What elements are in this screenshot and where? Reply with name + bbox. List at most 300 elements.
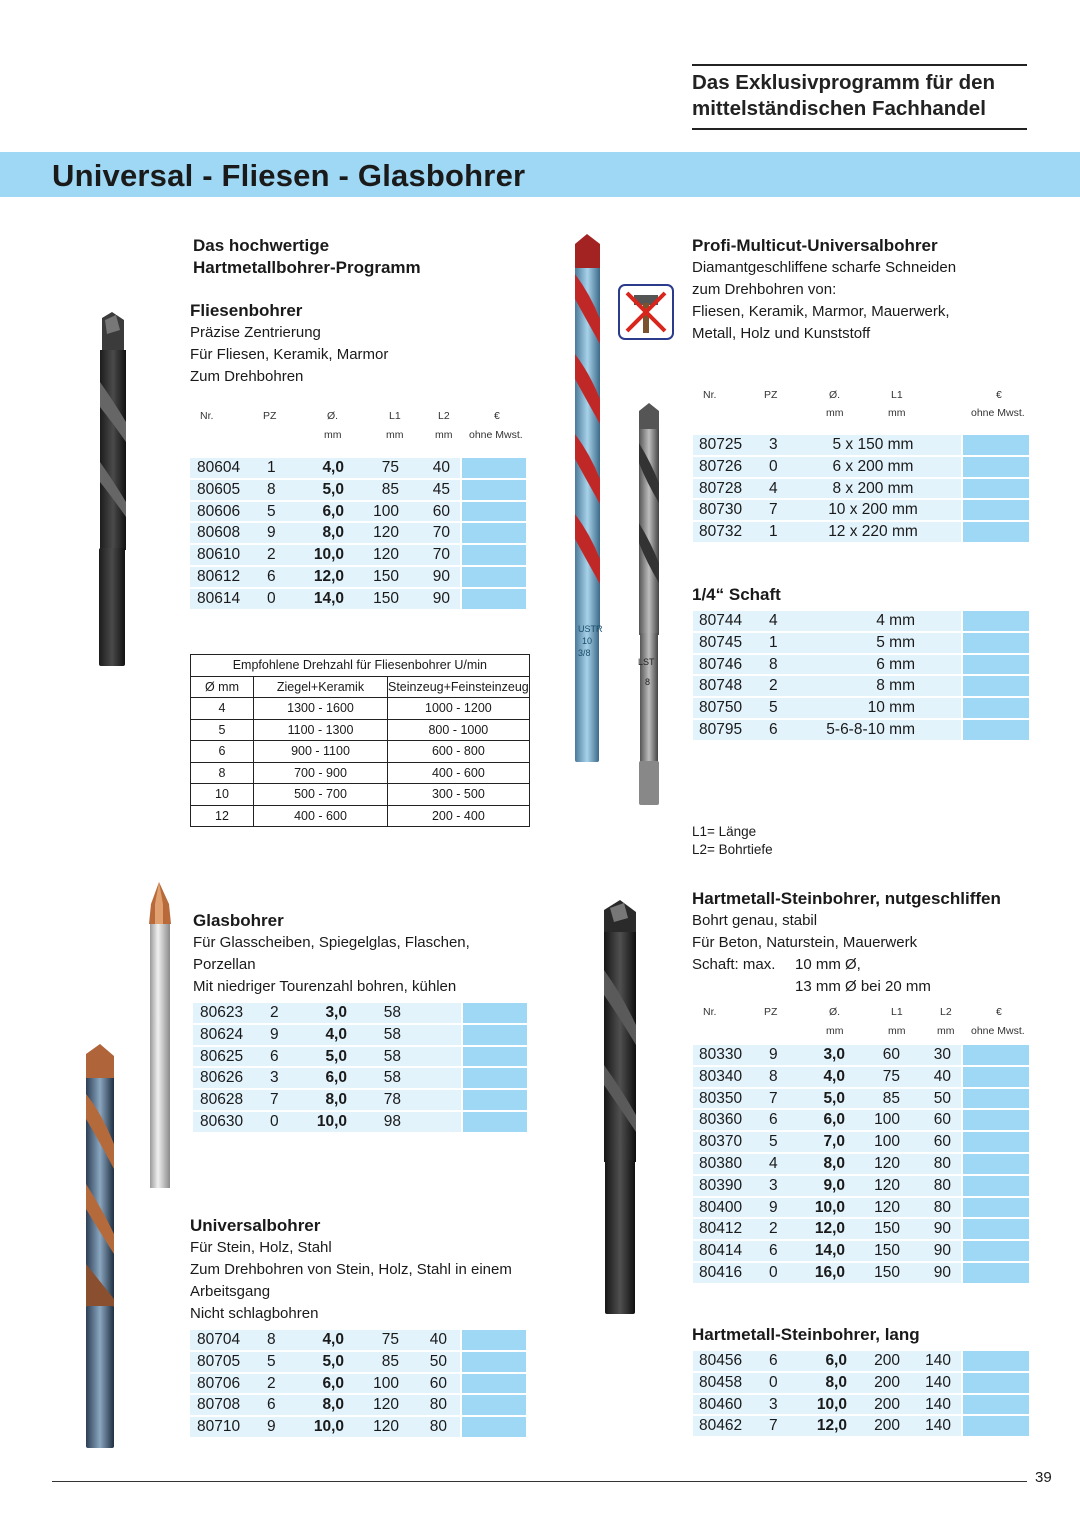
table-cell: 8 mm: [876, 677, 915, 695]
price-cell: [963, 1373, 1029, 1393]
table-cell: 80605: [197, 480, 241, 498]
schaft-title: 1/4“ Schaft: [692, 585, 781, 604]
table-cell: 100: [874, 1133, 900, 1151]
rpm-row: [191, 741, 530, 763]
table-row: [190, 479, 526, 501]
glass-drill-image: [145, 882, 175, 1195]
table-cell: 10,0: [313, 1418, 344, 1436]
price-cell: [463, 1068, 527, 1088]
price-cell: [462, 458, 526, 478]
table-cell: 80624: [200, 1025, 244, 1043]
price-cell: [963, 1198, 1029, 1218]
profi-desc: [692, 257, 956, 345]
price-cell: [963, 1067, 1029, 1087]
rpm-cell: 600 - 800: [388, 741, 530, 763]
stein-title: Hartmetall-Steinbohrer, nutgeschliffen: [692, 889, 1001, 908]
table-cell: 200: [874, 1352, 900, 1369]
table-cell: 80462: [699, 1417, 743, 1435]
table-cell: 1: [769, 523, 778, 541]
table-row: [693, 1066, 1029, 1088]
table-cell: 80460: [699, 1395, 743, 1413]
table-cell: 5: [267, 502, 276, 520]
table-cell: 200: [874, 1395, 900, 1413]
col-header-nr: Nr.: [200, 410, 214, 422]
glas-desc-line: Für Glasscheiben, Spiegelglas, Flaschen,: [193, 934, 470, 951]
table-cell: 80606: [197, 502, 241, 520]
table-cell: 9: [267, 1418, 276, 1436]
table-cell: 8: [267, 480, 276, 498]
page-number: 39: [1035, 1469, 1052, 1486]
table-cell: 4: [769, 612, 778, 629]
rpm-cell: 4: [191, 698, 254, 720]
table-cell: 150: [874, 1242, 900, 1260]
fliesen-desc: [190, 322, 388, 388]
table-cell: 150: [874, 1263, 900, 1281]
table-cell: 8: [267, 1331, 276, 1348]
intro-line1: Das hochwertige: [193, 236, 330, 255]
col-header-pz: PZ: [263, 410, 277, 422]
table-cell: 8,0: [825, 1373, 847, 1391]
table-row: [693, 1415, 1029, 1437]
table-row: [693, 1109, 1029, 1131]
table-cell: 80748: [699, 677, 743, 695]
table-cell: 100: [373, 502, 399, 520]
table-cell: 150: [373, 589, 399, 607]
table-cell: 80626: [200, 1069, 244, 1087]
table-cell: 80730: [699, 501, 743, 519]
stein-table: [693, 1044, 1029, 1284]
table-row: [193, 1024, 527, 1046]
table-cell: 40: [432, 459, 450, 476]
universal-desc-line: Zum Drehbohren von Stein, Holz, Stahl in einem: [190, 1261, 512, 1278]
col-header-unit: mm: [826, 407, 844, 419]
table-cell: 80704: [197, 1331, 241, 1348]
table-row: [190, 1351, 526, 1373]
price-cell: [463, 1090, 527, 1110]
table-cell: 60: [933, 1133, 951, 1151]
multicut-drill-image: [570, 234, 604, 769]
table-cell: 78: [383, 1091, 401, 1109]
table-row: [693, 632, 1029, 654]
table-cell: 120: [373, 1418, 399, 1436]
table-row: [693, 1153, 1029, 1175]
table-cell: 80610: [197, 546, 241, 564]
grey-bit-label: LST: [638, 657, 655, 667]
rpm-cell: 400 - 600: [388, 762, 530, 784]
table-cell: 40: [429, 1331, 447, 1348]
table-cell: 100: [874, 1111, 900, 1129]
table-cell: 3,0: [823, 1046, 845, 1063]
table-cell: 16,0: [814, 1263, 845, 1281]
col-header-pz: PZ: [764, 1006, 778, 1018]
fliesen-desc-line: Für Fliesen, Keramik, Marmor: [190, 346, 389, 363]
table-cell: 4,0: [823, 1067, 845, 1085]
legend: [692, 823, 773, 859]
table-cell: 58: [383, 1069, 401, 1087]
table-cell: 80726: [699, 457, 743, 475]
col-header-unit: mm: [888, 1025, 906, 1037]
table-cell: 5,0: [322, 480, 344, 498]
table-cell: 6,0: [825, 1352, 847, 1369]
profi-desc-line: Diamantgeschliffene scharfe Schneiden: [692, 259, 957, 276]
table-row: [693, 1197, 1029, 1219]
table-cell: 0: [270, 1112, 279, 1130]
glas-title: Glasbohrer: [193, 911, 284, 930]
glas-desc: [193, 932, 470, 998]
col-header-price-unit: ohne Mwst.: [971, 407, 1025, 419]
legend-l1: L1= Länge: [692, 824, 757, 839]
rpm-row: [191, 698, 530, 720]
table-cell: 80614: [197, 589, 241, 607]
table-cell: 80340: [699, 1067, 743, 1085]
price-cell: [963, 435, 1029, 455]
rpm-header-diameter: Ø mm: [191, 676, 254, 698]
table-cell: 8: [769, 655, 778, 673]
header-title-line1: Das Exklusivprogramm für den: [692, 71, 996, 94]
table-cell: 80628: [200, 1091, 244, 1109]
table-cell: 120: [874, 1154, 900, 1172]
table-cell: 10,0: [814, 1198, 845, 1216]
table-cell: 100: [373, 1374, 399, 1392]
table-cell: 0: [769, 457, 778, 475]
rpm-cell: 12: [191, 805, 254, 827]
table-cell: 7,0: [823, 1133, 845, 1151]
rpm-row: [191, 784, 530, 806]
red-bit-label: USTR: [578, 624, 603, 634]
price-cell: [462, 480, 526, 500]
table-cell: 80708: [197, 1396, 241, 1414]
header-title-line2: mittelständischen Fachhandel: [692, 97, 986, 120]
table-cell: 80795: [699, 720, 743, 738]
table-cell: 60: [882, 1046, 900, 1063]
price-cell: [963, 1241, 1029, 1261]
table-cell: 6: [769, 720, 778, 738]
price-cell: [963, 457, 1029, 477]
table-cell: 10,0: [816, 1395, 847, 1413]
table-cell: 9: [769, 1198, 778, 1216]
price-cell: [462, 545, 526, 565]
table-cell: 200: [874, 1373, 900, 1391]
price-cell: [462, 589, 526, 609]
price-cell: [462, 523, 526, 543]
price-cell: [963, 1395, 1029, 1415]
table-cell: 4: [769, 479, 778, 497]
table-cell: 80: [933, 1154, 951, 1172]
stein-schaft-value1: 10 mm Ø,: [795, 956, 861, 973]
page-title: Universal - Fliesen - Glasbohrer: [52, 158, 526, 193]
table-cell: 3: [769, 436, 778, 453]
table-cell: 4: [769, 1154, 778, 1172]
rpm-table-title: Empfohlene Drehzahl für Fliesenbohrer U/min: [191, 655, 530, 677]
table-cell: 80416: [699, 1263, 743, 1281]
col-header-l1: L1: [891, 1006, 903, 1018]
table-cell: 80412: [699, 1220, 743, 1238]
table-cell: 80750: [699, 699, 743, 717]
profi-desc-line: Fliesen, Keramik, Marmor, Mauerwerk,: [692, 303, 950, 320]
price-cell: [963, 522, 1029, 542]
rpm-cell: 800 - 1000: [388, 719, 530, 741]
table-cell: 60: [429, 1374, 447, 1392]
table-cell: 8 x 200 mm: [832, 479, 914, 497]
col-header-l2: L2: [438, 410, 450, 422]
table-row: [693, 1088, 1029, 1110]
table-row: [190, 588, 526, 610]
table-cell: 6: [267, 567, 276, 585]
stone-drill-image: [600, 900, 640, 1321]
table-row: [693, 610, 1029, 632]
table-cell: 85: [882, 1089, 900, 1107]
stein-lang-table: [693, 1350, 1029, 1437]
table-row: [693, 499, 1029, 521]
table-cell: 6: [769, 1111, 778, 1129]
table-row: [193, 1089, 527, 1111]
table-cell: 80625: [200, 1047, 244, 1065]
price-cell: [963, 720, 1029, 740]
price-cell: [462, 1330, 526, 1350]
table-cell: 85: [381, 1352, 399, 1370]
rpm-cell: 8: [191, 762, 254, 784]
table-cell: 60: [432, 502, 450, 520]
price-cell: [963, 655, 1029, 675]
col-header-unit: mm: [386, 429, 404, 441]
table-row: [693, 1350, 1029, 1372]
table-cell: 4,0: [322, 1331, 344, 1348]
table-cell: 80630: [200, 1112, 244, 1130]
table-cell: 45: [432, 480, 450, 498]
table-cell: 4,0: [322, 459, 344, 476]
table-cell: 6: [769, 1242, 778, 1260]
table-row: [693, 1372, 1029, 1394]
table-cell: 12,0: [816, 1417, 847, 1435]
table-cell: 5,0: [322, 1352, 344, 1370]
table-row: [190, 1373, 526, 1395]
table-cell: 80390: [699, 1176, 743, 1194]
table-row: [693, 1262, 1029, 1284]
table-cell: 10 x 200 mm: [828, 501, 918, 519]
price-cell: [963, 1132, 1029, 1152]
fliesen-title: Fliesenbohrer: [190, 301, 303, 320]
red-bit-label: 10: [582, 636, 593, 646]
table-row: [190, 1416, 526, 1438]
table-cell: 5: [769, 699, 778, 717]
table-cell: 5-6-8-10 mm: [826, 720, 915, 738]
table-cell: 2: [267, 546, 276, 564]
table-row: [193, 1046, 527, 1068]
table-cell: 90: [933, 1263, 951, 1281]
rpm-header-steinzeug: Steinzeug+Feinsteinzeug: [388, 676, 530, 698]
table-cell: 60: [933, 1111, 951, 1129]
table-cell: 50: [933, 1089, 951, 1107]
footer-rule: [52, 1481, 1027, 1482]
table-cell: 2: [270, 1004, 279, 1021]
table-row: [693, 1394, 1029, 1416]
rpm-cell: 6: [191, 741, 254, 763]
table-cell: 8,0: [322, 1396, 344, 1414]
red-bit-label: 3/8: [578, 648, 591, 658]
glas-desc-line: Porzellan: [193, 956, 256, 973]
table-cell: 80746: [699, 655, 743, 673]
table-cell: 7: [769, 1417, 778, 1435]
rpm-cell: 1000 - 1200: [388, 698, 530, 720]
table-cell: 150: [874, 1220, 900, 1238]
table-cell: 12,0: [814, 1220, 845, 1238]
table-cell: 75: [882, 1067, 900, 1085]
table-row: [693, 675, 1029, 697]
table-cell: 80608: [197, 524, 241, 542]
table-cell: 80604: [197, 459, 241, 476]
rpm-cell: 400 - 600: [254, 805, 388, 827]
table-cell: 80623: [200, 1004, 244, 1021]
price-cell: [963, 1154, 1029, 1174]
table-cell: 140: [925, 1352, 951, 1369]
table-cell: 6 x 200 mm: [832, 457, 914, 475]
col-header-nr: Nr.: [703, 1006, 717, 1018]
table-cell: 6,0: [325, 1069, 347, 1087]
price-cell: [463, 1003, 527, 1023]
table-cell: 1: [267, 459, 276, 476]
table-cell: 80710: [197, 1418, 241, 1436]
table-cell: 80745: [699, 633, 743, 651]
universal-desc-line: Für Stein, Holz, Stahl: [190, 1239, 332, 1256]
price-cell: [963, 479, 1029, 499]
table-row: [693, 1218, 1029, 1240]
table-cell: 7: [769, 501, 778, 519]
schaft-table: [693, 610, 1029, 741]
col-header-l2: L2: [940, 1006, 952, 1018]
fliesen-desc-line: Zum Drehbohren: [190, 368, 304, 385]
table-cell: 75: [381, 459, 399, 476]
universal-desc: [190, 1237, 512, 1325]
table-cell: 58: [383, 1025, 401, 1043]
table-row: [693, 654, 1029, 676]
table-cell: 6 mm: [876, 655, 915, 673]
intro-heading: [193, 235, 421, 279]
stein-desc: [692, 910, 917, 954]
table-cell: 5 mm: [876, 633, 915, 651]
table-cell: 1: [769, 633, 778, 651]
table-row: [190, 1394, 526, 1416]
table-row: [693, 456, 1029, 478]
hex-shank-drill-image: [635, 403, 663, 812]
table-cell: 2: [769, 1220, 778, 1238]
universal-desc-line: Arbeitsgang: [190, 1283, 271, 1300]
table-row: [693, 478, 1029, 500]
table-cell: 70: [432, 546, 450, 564]
col-header-unit: mm: [324, 429, 342, 441]
table-row: [193, 1067, 527, 1089]
rpm-row: [191, 805, 530, 827]
table-cell: 75: [381, 1331, 399, 1348]
rpm-table: [190, 654, 530, 827]
glas-desc-line: Mit niedriger Tourenzahl bohren, kühlen: [193, 978, 457, 995]
price-cell: [963, 611, 1029, 631]
table-cell: 14,0: [313, 589, 344, 607]
table-cell: 0: [267, 589, 276, 607]
price-cell: [963, 1416, 1029, 1436]
table-row: [190, 566, 526, 588]
table-cell: 8,0: [823, 1154, 845, 1172]
col-header-price: €: [996, 1006, 1002, 1018]
col-header-unit: mm: [826, 1025, 844, 1037]
stein-desc-line: Bohrt genau, stabil: [692, 912, 818, 929]
table-row: [190, 522, 526, 544]
price-cell: [963, 698, 1029, 718]
table-cell: 90: [432, 589, 450, 607]
table-cell: 0: [769, 1263, 778, 1281]
table-cell: 120: [373, 1396, 399, 1414]
col-header-unit: mm: [937, 1025, 955, 1037]
price-cell: [963, 1219, 1029, 1239]
col-header-price-unit: ohne Mwst.: [971, 1025, 1025, 1037]
table-cell: 85: [381, 480, 399, 498]
table-cell: 80400: [699, 1198, 743, 1216]
table-cell: 4,0: [325, 1025, 347, 1043]
glas-table: [193, 1002, 527, 1133]
table-cell: 10,0: [316, 1112, 347, 1130]
col-header-unit: mm: [435, 429, 453, 441]
stein-lang-title: Hartmetall-Steinbohrer, lang: [692, 1325, 920, 1344]
price-cell: [963, 500, 1029, 520]
table-cell: 9: [270, 1025, 279, 1043]
table-cell: 10,0: [313, 546, 344, 564]
table-cell: 58: [383, 1047, 401, 1065]
table-cell: 3: [769, 1395, 778, 1413]
price-cell: [463, 1112, 527, 1132]
table-row: [693, 521, 1029, 543]
table-row: [693, 719, 1029, 741]
table-cell: 7: [270, 1091, 279, 1109]
table-cell: 40: [933, 1067, 951, 1085]
table-cell: 6,0: [322, 502, 344, 520]
table-cell: 12 x 220 mm: [828, 523, 918, 541]
table-cell: 80458: [699, 1373, 743, 1391]
col-header-price-unit: ohne Mwst.: [469, 429, 523, 441]
table-cell: 4 mm: [876, 612, 915, 629]
profi-title: Profi-Multicut-Universalbohrer: [692, 236, 938, 255]
table-cell: 90: [933, 1242, 951, 1260]
table-cell: 80370: [699, 1133, 743, 1151]
table-row: [693, 1044, 1029, 1066]
price-cell: [963, 676, 1029, 696]
rpm-cell: 300 - 500: [388, 784, 530, 806]
table-cell: 80728: [699, 479, 743, 497]
table-cell: 140: [925, 1395, 951, 1413]
table-cell: 6,0: [322, 1374, 344, 1392]
table-cell: 3: [270, 1069, 279, 1087]
stein-schaft-value2: 13 mm Ø bei 20 mm: [795, 978, 931, 995]
col-header-nr: Nr.: [703, 389, 717, 401]
fliesen-desc-line: Präzise Zentrierung: [190, 324, 321, 341]
table-cell: 80612: [197, 567, 241, 585]
table-row: [693, 697, 1029, 719]
header-title: [692, 70, 995, 122]
table-cell: 7: [769, 1089, 778, 1107]
legend-l2: L2= Bohrtiefe: [692, 842, 773, 857]
table-row: [693, 434, 1029, 456]
stein-schaft-label: Schaft: max.: [692, 956, 776, 973]
table-cell: 8,0: [325, 1091, 347, 1109]
price-cell: [462, 1352, 526, 1372]
table-cell: 14,0: [814, 1242, 845, 1260]
table-cell: 2: [769, 677, 778, 695]
price-cell: [462, 1374, 526, 1394]
table-cell: 90: [432, 567, 450, 585]
header-top-rule: [692, 64, 1027, 66]
table-cell: 150: [373, 567, 399, 585]
table-cell: 30: [933, 1046, 951, 1063]
table-cell: 90: [933, 1220, 951, 1238]
table-cell: 80350: [699, 1089, 743, 1107]
